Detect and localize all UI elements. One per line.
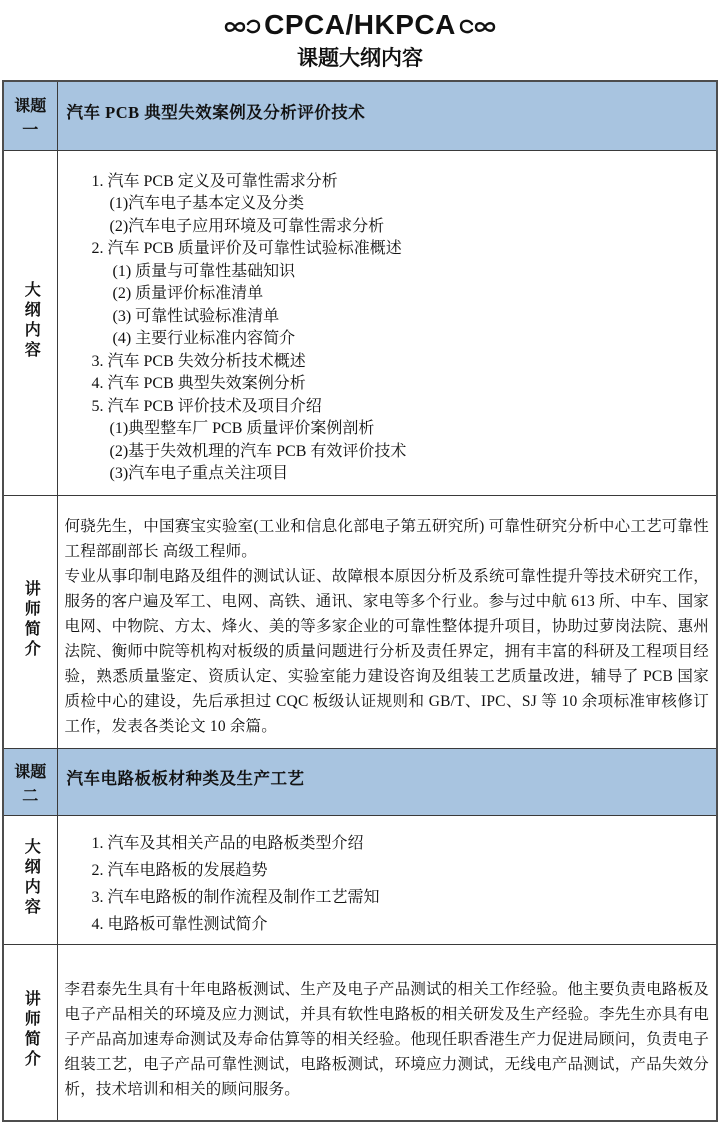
outline-label: 大纲内容 (22, 280, 40, 361)
outline-item: 5. 汽车 PCB 评价技术及项目介绍 (91, 397, 322, 415)
bio-paragraph: 李君泰先生具有十年电路板测试、生产及电子产品测试的相关工作经验。他主要负责电路板及电子产品相关的环境及应力测试，并具有软性电路板的相关研发及生产经验。李先生亦具有电子产品高加速寿命测试及寿命估算等的相关经验。他现任职香港生产力促进局顾问，负责电子组装工艺，电子产品可靠性测试，电路板测试，环境应力测试，无线电产品测试，产品失效分析，技术培训和相关的顾问服务。 (64, 980, 709, 1098)
course-outline-table (2, 80, 718, 1122)
topic2-outline-label-cell (3, 816, 57, 945)
outline-item: (3) 可靠性试验标准清单 (112, 307, 280, 325)
topic2-lecturer-row (3, 945, 717, 1122)
outline-item: (1) 质量与可靠性基础知识 (112, 262, 296, 280)
topic2-outline-content (57, 816, 717, 945)
topic-number-label: 课题 (14, 763, 47, 781)
bio-paragraph: 专业从事印制电路及组件的测试认证、故障根本原因分析及系统可靠性提升等技术研究工作，服务的客户遍及军工、电网、高铁、通讯、家电等多个行业。参与过中航 613 所、中车、国家电网、中物院、方太、烽火、美的等多家企业的可靠性整体提升项目，协助过萝岗法院、惠州法院、衡师中院等机构对板级的质量问题进行分析及责任界定，拥有丰富的科研及工程项目经验，熟悉质量鉴定、资质认定、实验室能力建设咨询及组装工艺质量改进，辅导了 PCB 国家质检中心的建设，先后承担过 CQC 板级认证规则和 GB/T、IPC、SJ 等 10 余项标准审核修订工作，发表各类论文 10 余篇。 (64, 567, 709, 735)
topic2-number-cell (3, 749, 57, 816)
title-text: CPCA/HKPCA (264, 9, 456, 40)
outline-label: 大纲内容 (22, 837, 40, 918)
outline-item: 4. 电路板可靠性测试简介 (91, 916, 268, 933)
topic1-number-cell (3, 81, 57, 151)
outline-item: 3. 汽车电路板的制作流程及制作工艺需知 (91, 889, 380, 906)
outline-item: (1)典型整车厂 PCB 质量评价案例剖析 (109, 420, 375, 437)
topic-number-value: 一 (22, 121, 39, 139)
outline-item: 1. 汽车及其相关产品的电路板类型介绍 (91, 835, 364, 852)
topic2-header-row (3, 749, 717, 816)
outline-item: (3)汽车电子重点关注项目 (109, 465, 289, 482)
topic1-lecturer-bio (57, 496, 717, 749)
topic2-title: 汽车电路板板材种类及生产工艺 (57, 749, 717, 816)
bio-paragraph: 何骁先生，中国赛宝实验室(工业和信息化部电子第五研究所) 可靠性研究分析中心工艺可靠性工程部副部长 高级工程师。 (64, 517, 709, 560)
lecturer-label: 讲师简介 (22, 579, 40, 660)
page-title: 课题大纲内容 (297, 47, 423, 70)
topic2-lecturer-label-cell (3, 945, 57, 1122)
swash-ornament-right-icon (458, 17, 498, 37)
outline-item: (2) 质量评价标准清单 (112, 285, 264, 302)
lecturer-label: 讲师简介 (22, 990, 40, 1070)
topic1-lecturer-label-cell (3, 496, 57, 749)
topic2-outline-row (3, 816, 717, 945)
document-page (0, 8, 720, 1122)
topic1-lecturer-row (3, 496, 717, 749)
topic-number-value: 二 (22, 787, 39, 805)
outline-item: (4) 主要行业标准内容简介 (112, 330, 296, 347)
topic1-title: 汽车 PCB 典型失效案例及分析评价技术 (57, 81, 717, 151)
outline-item: 1. 汽车 PCB 定义及可靠性需求分析 (91, 172, 338, 190)
outline-item: 4. 汽车 PCB 典型失效案例分析 (91, 375, 306, 392)
swash-ornament-left-icon (222, 17, 262, 37)
outline-item: (2)汽车电子应用环境及可靠性需求分析 (109, 217, 385, 235)
outline-item: 2. 汽车电路板的发展趋势 (91, 862, 268, 879)
topic2-lecturer-bio (57, 945, 717, 1122)
topic1-outline-row (3, 151, 717, 496)
topic1-outline-label-cell (3, 151, 57, 496)
document-title (0, 8, 720, 42)
outline-item: 2. 汽车 PCB 质量评价及可靠性试验标准概述 (91, 240, 402, 257)
topic-number-label: 课题 (14, 97, 47, 115)
outline-item: 3. 汽车 PCB 失效分析技术概述 (91, 352, 306, 370)
topic1-header-row (3, 81, 717, 151)
outline-item: (2)基于失效机理的汽车 PCB 有效评价技术 (109, 442, 407, 460)
topic1-outline-content (57, 151, 717, 496)
outline-item: (1)汽车电子基本定义及分类 (109, 195, 305, 212)
